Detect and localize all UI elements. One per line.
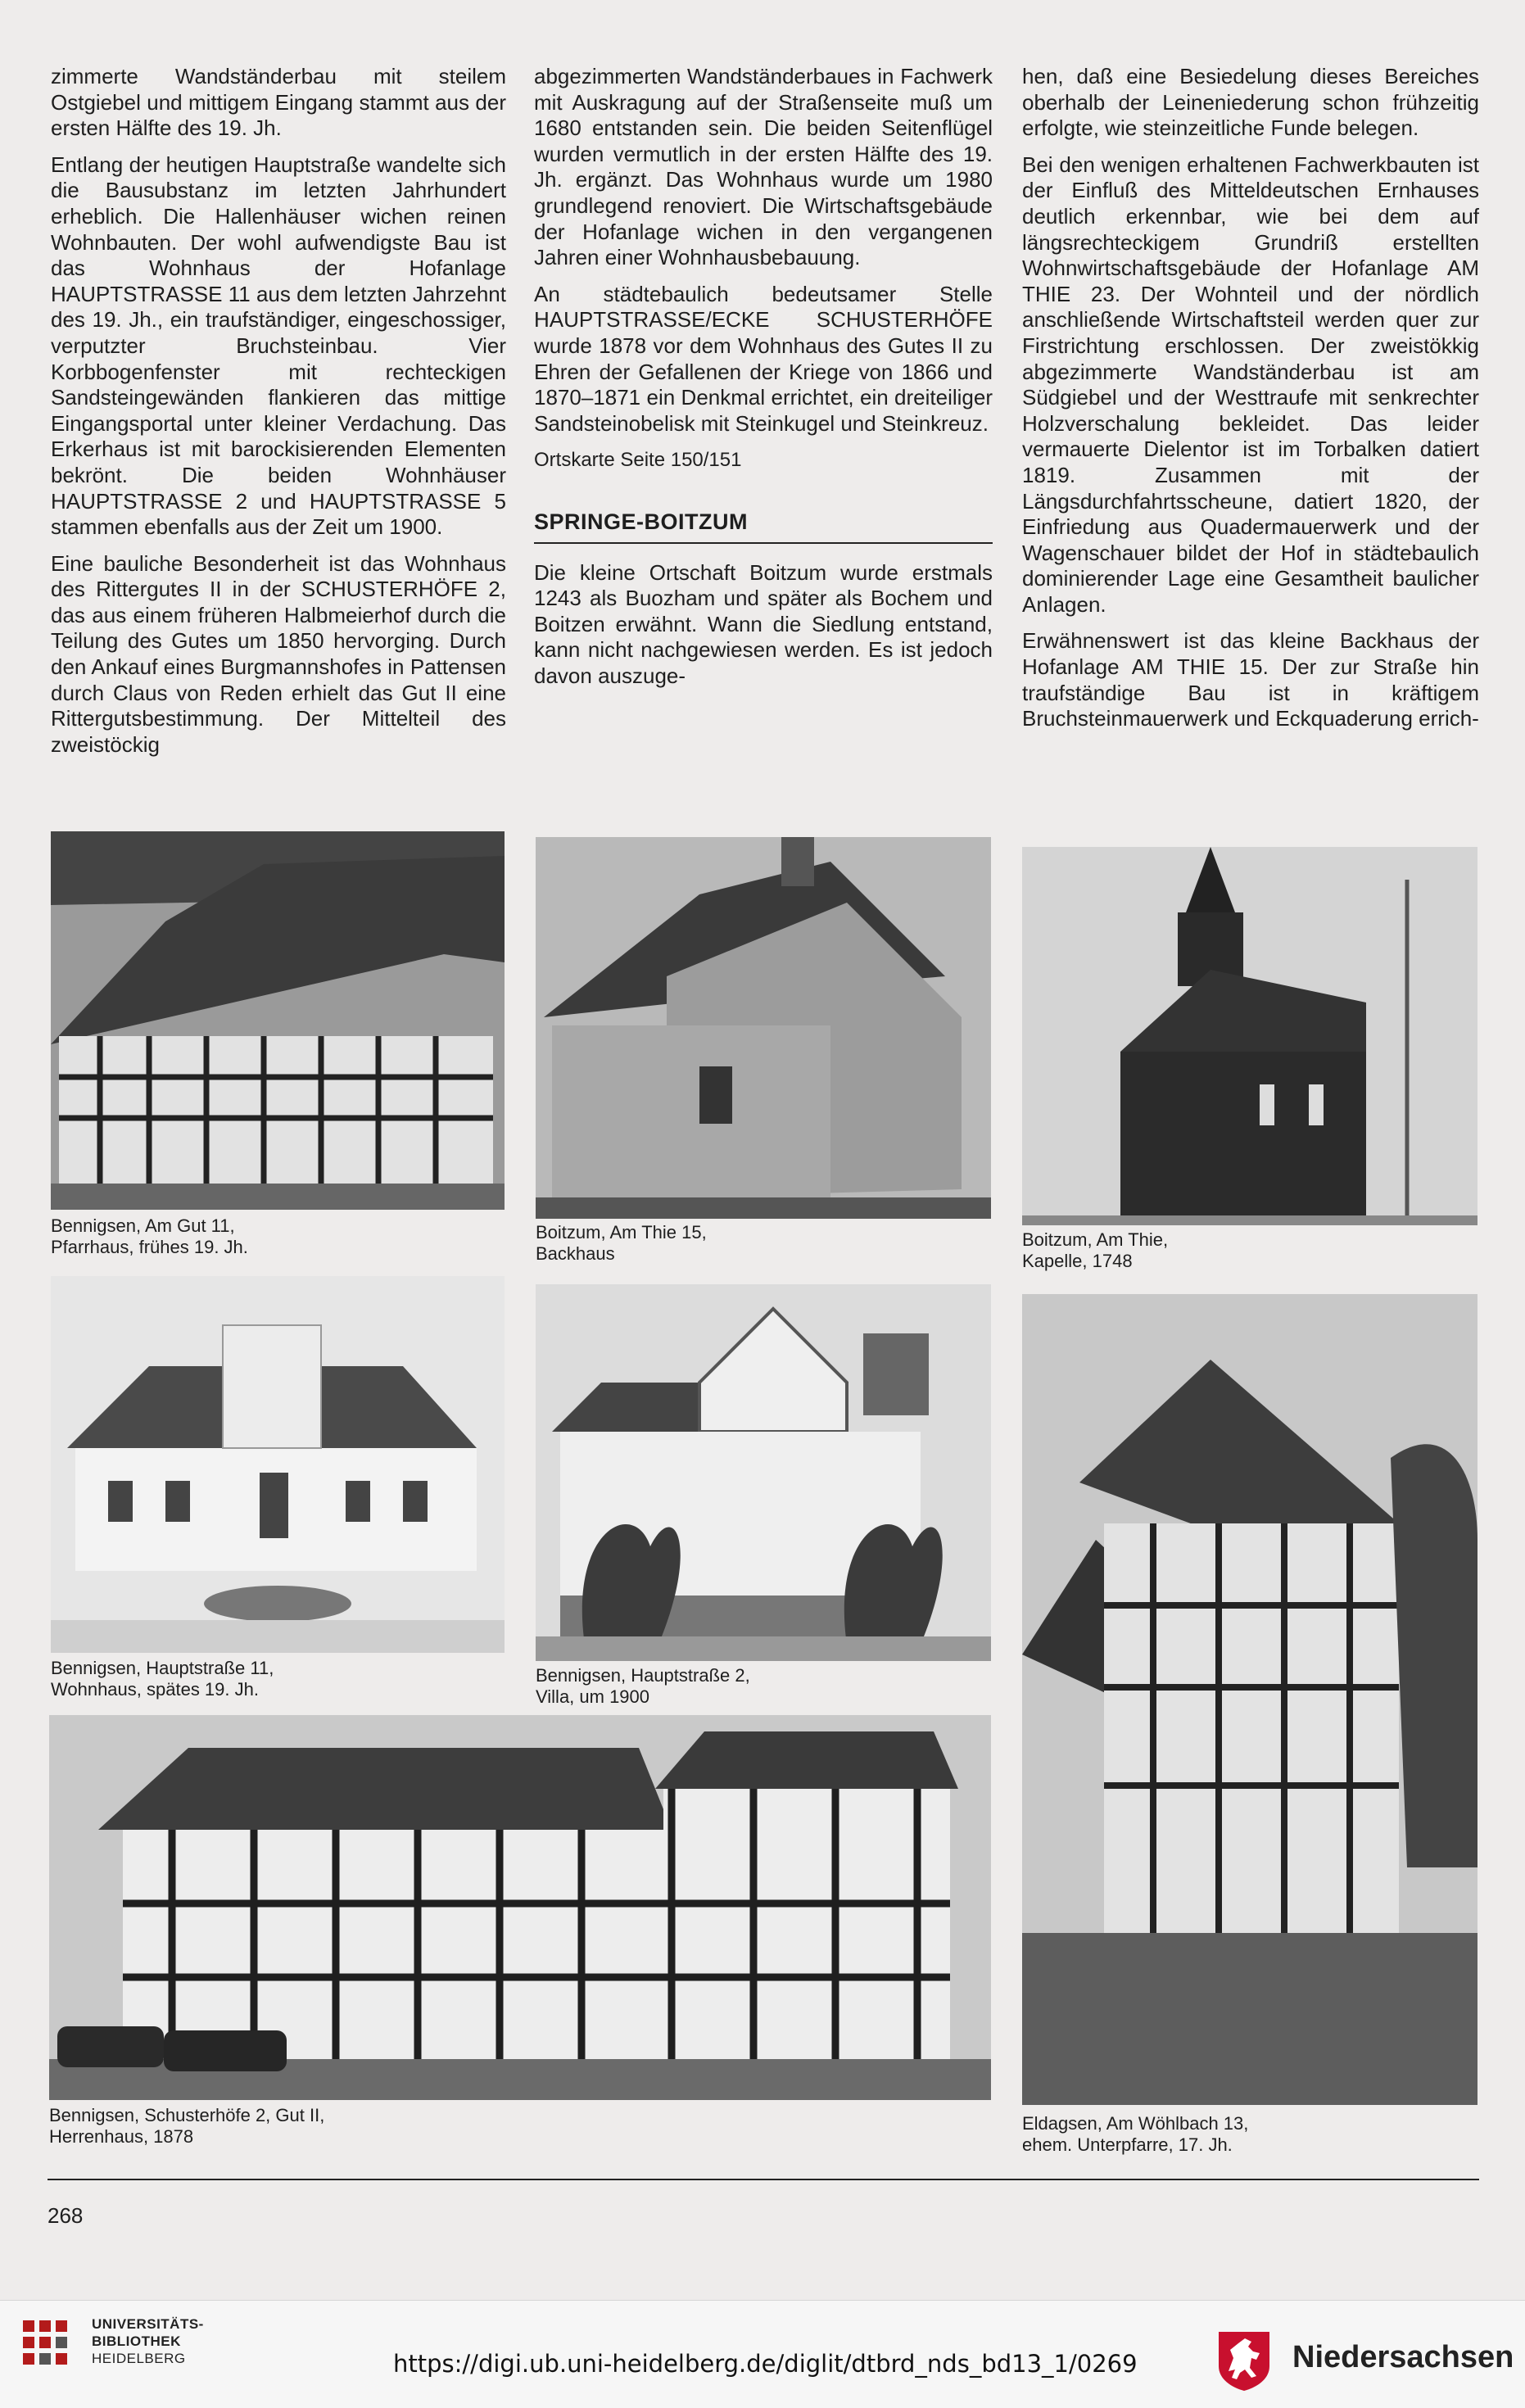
- paragraph: hen, daß eine Besiedelung dieses Bereiches oberhalb der Leineniederung schon frühzeitig erfolgte, wie steinzeitliche Funde belegen.: [1022, 64, 1479, 141]
- niedersachsen-label: Niedersachsen: [1292, 2340, 1514, 2374]
- document-url[interactable]: https://digi.ub.uni-heidelberg.de/diglit/dtbrd_nds_bd13_1/0269: [393, 2350, 1138, 2378]
- photo-hauptstrasse-11: [51, 1276, 505, 1653]
- caption-woehlbach: Eldagsen, Am Wöhlbach 13, ehem. Unterpfarre, 17. Jh.: [1022, 2113, 1249, 2155]
- paragraph: Bei den wenigen erhaltenen Fachwerkbauten ist der Einfluß des Mitteldeutschen Ernhauses deutlich erkennbar, wie bei dem auf längsrechteckigem Grundriß erstellten Wohnwirtschaftsgebäude der Hofanlage AM THIE 23. Der Wohnteil und der nördlich anschließende Wirtschaftsteil werden quer zur Firstrichtung erschlossen. Der zweistökkig abgezimmerte Wandständerbau ist am Südgiebel und der Westtraufe mit senkrechter Holzverschalung bekleidet. Das leider vermauerte Dielentor ist im Torbalken datiert 1819. Zusammen mit der Längsdurchfahrtsscheune, datiert 1820, der Einfriedung aus Quadermauerwerk und der Wagenschauer bildet der Hof in städtebaulich dominierender Lage eine Gesamtheit baulicher Anlagen.: [1022, 152, 1479, 617]
- heidelberg-library-logo-icon: [18, 2314, 84, 2379]
- text-column-3: [1022, 64, 1479, 743]
- caption-hauptstrasse-11: Bennigsen, Hauptstraße 11, Wohnhaus, spätes 19. Jh.: [51, 1658, 274, 1700]
- caption-backhaus: Boitzum, Am Thie 15, Backhaus: [536, 1222, 707, 1264]
- paragraph: Erwähnenswert ist das kleine Backhaus der Hofanlage AM THIE 15. Der zur Straße hin traufständige Bau ist in kräftigem Bruchsteinmauerwerk und Eckquaderung errich-: [1022, 628, 1479, 731]
- caption-pfarrhaus: Bennigsen, Am Gut 11, Pfarrhaus, frühes 19. Jh.: [51, 1215, 248, 1257]
- photo-schusterhoefe: [49, 1715, 991, 2100]
- heading-rule: [534, 542, 993, 544]
- photo-woehlbach: [1022, 1294, 1477, 2105]
- caption-hauptstrasse-2: Bennigsen, Hauptstraße 2, Villa, um 1900: [536, 1665, 750, 1707]
- paragraph: Entlang der heutigen Hauptstraße wandelte sich die Bausubstanz im letzten Jahrhundert erheblich. Die Hallenhäuser wichen reinen Wohnbauten. Der wohl aufwendigste Bau ist das Wohnhaus der Hofanlage HAUPTSTRASSE 11 aus dem letzten Jahrzehnt des 19. Jh., ein traufständiger, eingeschossiger, verputzter Bruchsteinbau. Vier Korbbogenfenster mit rechteckigen Sandsteingewänden flankieren das mittige Eingangsportal unter kleiner Verdachung. Das Erkerhaus ist mit barockisierenden Elementen bekrönt. Die beiden Wohnhäuser HAUPTSTRASSE 2 und HAUPTSTRASSE 5 stammen ebenfalls aus der Zeit um 1900.: [51, 152, 506, 540]
- photo-kapelle: [1022, 847, 1477, 1225]
- paragraph: An städtebaulich bedeutsamer Stelle HAUPTSTRASSE/ECKE SCHUSTERHÖFE wurde 1878 vor dem Wohnhaus des Gutes II zu Ehren der Gefallenen der Kriege von 1866 und 1870–1871 ein Denkmal errichtet, ein dreiteiliger Sandsteinobelisk mit Steinkugel und Steinkreuz.: [534, 281, 993, 436]
- library-name: UNIVERSITÄTS- BIBLIOTHEK HEIDELBERG: [92, 2316, 204, 2366]
- paragraph: zimmerte Wandständerbau mit steilem Ostgiebel und mittigem Eingang stammt aus der ersten Hälfte des 19. Jh.: [51, 64, 506, 141]
- photo-hauptstrasse-2: [536, 1284, 991, 1661]
- paragraph: Eine bauliche Besonderheit ist das Wohnhaus des Rittergutes II in der SCHUSTERHÖFE 2, das aus einem früheren Halbmeierhof durch die Teilung des Gutes um 1850 hervorging. Durch den Ankauf eines Burgmannshofes in Pattensen durch Claus von Reden erhielt das Gut II eine Rittergutsbestimmung. Der Mittelteil des zweistöckig: [51, 550, 506, 757]
- footer-rule: [48, 2179, 1479, 2180]
- page-number: 268: [48, 2203, 84, 2228]
- digitization-footer: [0, 2300, 1525, 2408]
- section-heading: SPRINGE-BOITZUM: [534, 509, 748, 534]
- photo-pfarrhaus: [51, 831, 505, 1210]
- text-column-1: [51, 64, 506, 768]
- paragraph: Die kleine Ortschaft Boitzum wurde erstmals 1243 als Buozham und später als Bochem und Boitzen erwähnt. Wann die Siedlung entstand, kann nicht nachgewiesen werden. Es ist jedoch davon auszuge-: [534, 559, 993, 688]
- lower-saxony-horse-logo-icon: [1215, 2329, 1273, 2392]
- text-column-2: [534, 64, 993, 699]
- paragraph: abgezimmerten Wandständerbaues in Fachwerk mit Auskragung auf der Straßenseite muß um 1680 entstanden sein. Die beiden Seitenflügel wurden vermutlich in der ersten Hälfte des 19. Jh. ergänzt. Das Wohnhaus wurde um 1980 grundlegend renoviert. Die Wirtschaftsgebäude der Hofanlage wichen in den vergangenen Jahren einer Wohnhausbebauung.: [534, 64, 993, 270]
- caption-kapelle: Boitzum, Am Thie, Kapelle, 1748: [1022, 1229, 1169, 1271]
- map-reference: Ortskarte Seite 150/151: [534, 449, 742, 472]
- photo-backhaus: [536, 837, 991, 1219]
- caption-schusterhoefe: Bennigsen, Schusterhöfe 2, Gut II, Herrenhaus, 1878: [49, 2105, 325, 2147]
